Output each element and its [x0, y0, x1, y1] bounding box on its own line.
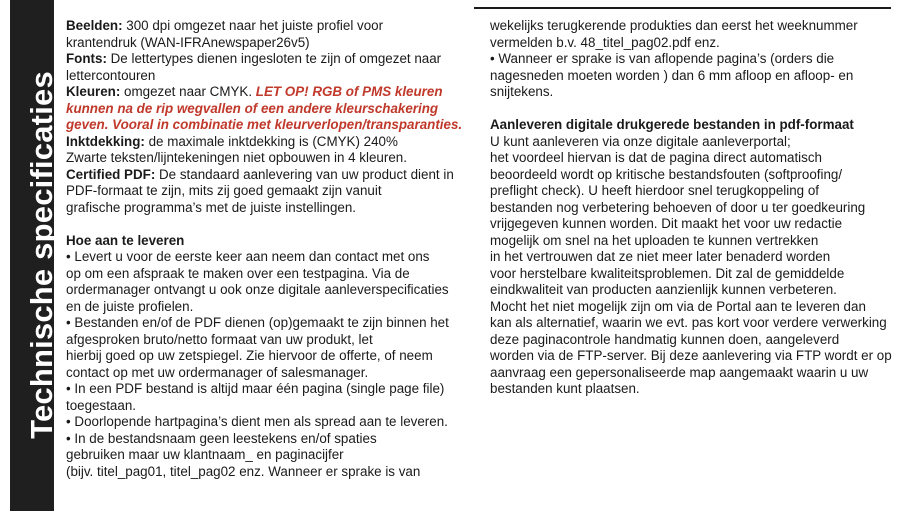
fonts-text: De lettertypes dienen ingesloten te zijn of omgezet naar	[106, 51, 442, 66]
aanleveren-line: preflight check). U heeft hierdoor snel terugkoppeling of	[490, 183, 820, 198]
beelden-text: 300 dpi omgezet naar het juiste profiel voor	[122, 18, 384, 33]
right-top-line: nagesneden moeten worden ) dan 6 mm afloop en afloop- en	[490, 67, 854, 83]
aanleveren-line: worden via de FTP-server. Bij deze aanlevering via FTP wordt er op	[490, 348, 892, 363]
beelden-label: Beelden:	[66, 18, 123, 33]
hoe-line: en de juiste profielen.	[66, 298, 194, 314]
hoe-heading: Hoe aan te leveren	[66, 232, 185, 248]
certified-line-2: PDF-formaat te zijn, mits zij goed gemaakt zijn vanuit	[66, 183, 382, 198]
inktdekking-line-2: Zwarte teksten/lijntekeningen niet opbouwen in 4 kleuren.	[66, 150, 407, 165]
kleuren-warning-3: geven. Vooral in combinatie met kleurverlopen/transparanties.	[66, 117, 463, 132]
certified-line-1	[66, 167, 471, 184]
kleuren-label: Kleuren:	[66, 84, 121, 99]
hoe-line: • In een PDF bestand is altijd maar één pagina (single page file)	[66, 381, 445, 396]
aanleveren-line: U kunt aanleveren via onze digitale aanleverportal;	[490, 133, 791, 149]
aanleveren-line: beoordeeld wordt op kritische bestandsfouten (softproofing/	[490, 166, 843, 182]
hoe-line: toegestaan.	[66, 397, 136, 413]
aanleveren-line: bestanden kunt plaatsen.	[490, 381, 640, 396]
hoe-line: hierbij goed op uw zetspiegel. Zie hiervoor de offerte, of neem	[66, 348, 433, 363]
fonts-label: Fonts:	[66, 51, 107, 66]
spacer	[490, 101, 900, 118]
fonts-line-1	[66, 51, 471, 68]
hoe-line: • Levert u voor de eerste keer aan neem dan contact met ons	[66, 249, 430, 264]
beelden-line-2: krantendruk (WAN-IFRAnewspaper26v5)	[66, 34, 310, 50]
spacer	[66, 216, 471, 233]
beelden-line-1	[66, 18, 471, 35]
right-top-line: vermelden b.v. 48_titel_pag02.pdf enz.	[490, 34, 720, 50]
hoe-line: afgesproken bruto/netto formaat van uw produkt, let	[66, 331, 373, 347]
right-top-line: • Wanneer er sprake is van aflopende pagina’s (orders die	[490, 51, 835, 66]
inktdekking-line-1	[66, 134, 471, 151]
section-title: Technische specificaties	[24, 71, 59, 439]
kleuren-line-1	[66, 84, 471, 101]
hoe-line: (bijv. titel_pag01, titel_pag02 enz. Wanneer er sprake is van	[66, 463, 421, 479]
right-top-line: wekelijks terugkerende produkties dan eerst het weeknummer	[490, 18, 858, 33]
certified-line-3: grafische programma’s met de juiste instellingen.	[66, 199, 357, 215]
hoe-line: • Bestanden en/of de PDF dienen (op)gemaakt te zijn binnen het	[66, 315, 449, 330]
inktdekking-label: Inktdekking:	[66, 133, 145, 149]
aanleveren-heading: Aanleveren digitale drukgerede bestanden in pdf-formaat	[490, 117, 854, 132]
hoe-line: gebruiken maar uw klantnaam_ en paginacijfer	[66, 447, 344, 462]
aanleveren-line: mogelijk om snel na het uploaden te kunnen vertrekken	[490, 232, 819, 248]
hoe-line: contact op met uw ordermanager of salesmanager.	[66, 364, 369, 380]
sidebar-band	[10, 0, 59, 511]
aanleveren-line: het voordeel hiervan is dat de pagina direct automatisch	[490, 150, 822, 165]
hoe-line: • In de bestandsnaam geen leestekens en/of spaties	[66, 430, 377, 446]
certified-label: Certified PDF:	[66, 166, 156, 182]
kleuren-text: omgezet naar CMYK.	[120, 84, 256, 99]
top-divider	[474, 7, 891, 9]
hoe-line: op om een afspraak te maken over een testpagina. Via de	[66, 265, 410, 281]
hoe-line: • Doorlopende hartpagina’s dient men als spread aan te leveren.	[66, 414, 448, 429]
inktdekking-text: de maximale inktdekking is (CMYK) 240%	[144, 133, 398, 149]
fonts-line-2: lettercontouren	[66, 67, 156, 83]
aanleveren-line: deze paginacontrole handmatig kunnen doen, aangeleverd	[490, 331, 840, 347]
kleuren-warning-2: kunnen na de rip wegvallen of een andere kleurschakering	[66, 100, 439, 116]
aanleveren-line: eindkwaliteit van producten aanzienlijk kunnen verbeteren.	[490, 282, 837, 297]
right-top-line: snijtekens.	[490, 84, 554, 99]
aanleveren-line: Mocht het niet mogelijk zijn om via de Portal aan te leveren dan	[490, 298, 866, 314]
left-column	[66, 18, 471, 480]
aanleveren-line: kan als alternatief, waarin we evt. pas kort voor verdere verwerking	[490, 315, 887, 330]
aanleveren-line: in het vertrouwen dat ze niet meer later benaderd worden	[490, 249, 831, 264]
right-column	[490, 18, 900, 398]
aanleveren-line: bestanden nog verbetering behoeven of door u ter goedkeuring	[490, 199, 866, 215]
aanleveren-line: vrijgegeven kunnen worden. Dit maakt het voor uw redactie	[490, 216, 843, 231]
certified-text: De standaard aanlevering van uw product dient in	[155, 166, 454, 182]
hoe-line: ordermanager ontvangt u ook onze digitale aanleverspecificaties	[66, 282, 449, 297]
kleuren-warning-1: LET OP! RGB of PMS kleuren	[255, 84, 443, 99]
aanleveren-line: voor herstelbare kwaliteitsproblemen. Dit zal de gemiddelde	[490, 265, 845, 281]
aanleveren-line: aanvraag een gepersonaliseerde map aangemaakt waarin u uw	[490, 364, 869, 380]
